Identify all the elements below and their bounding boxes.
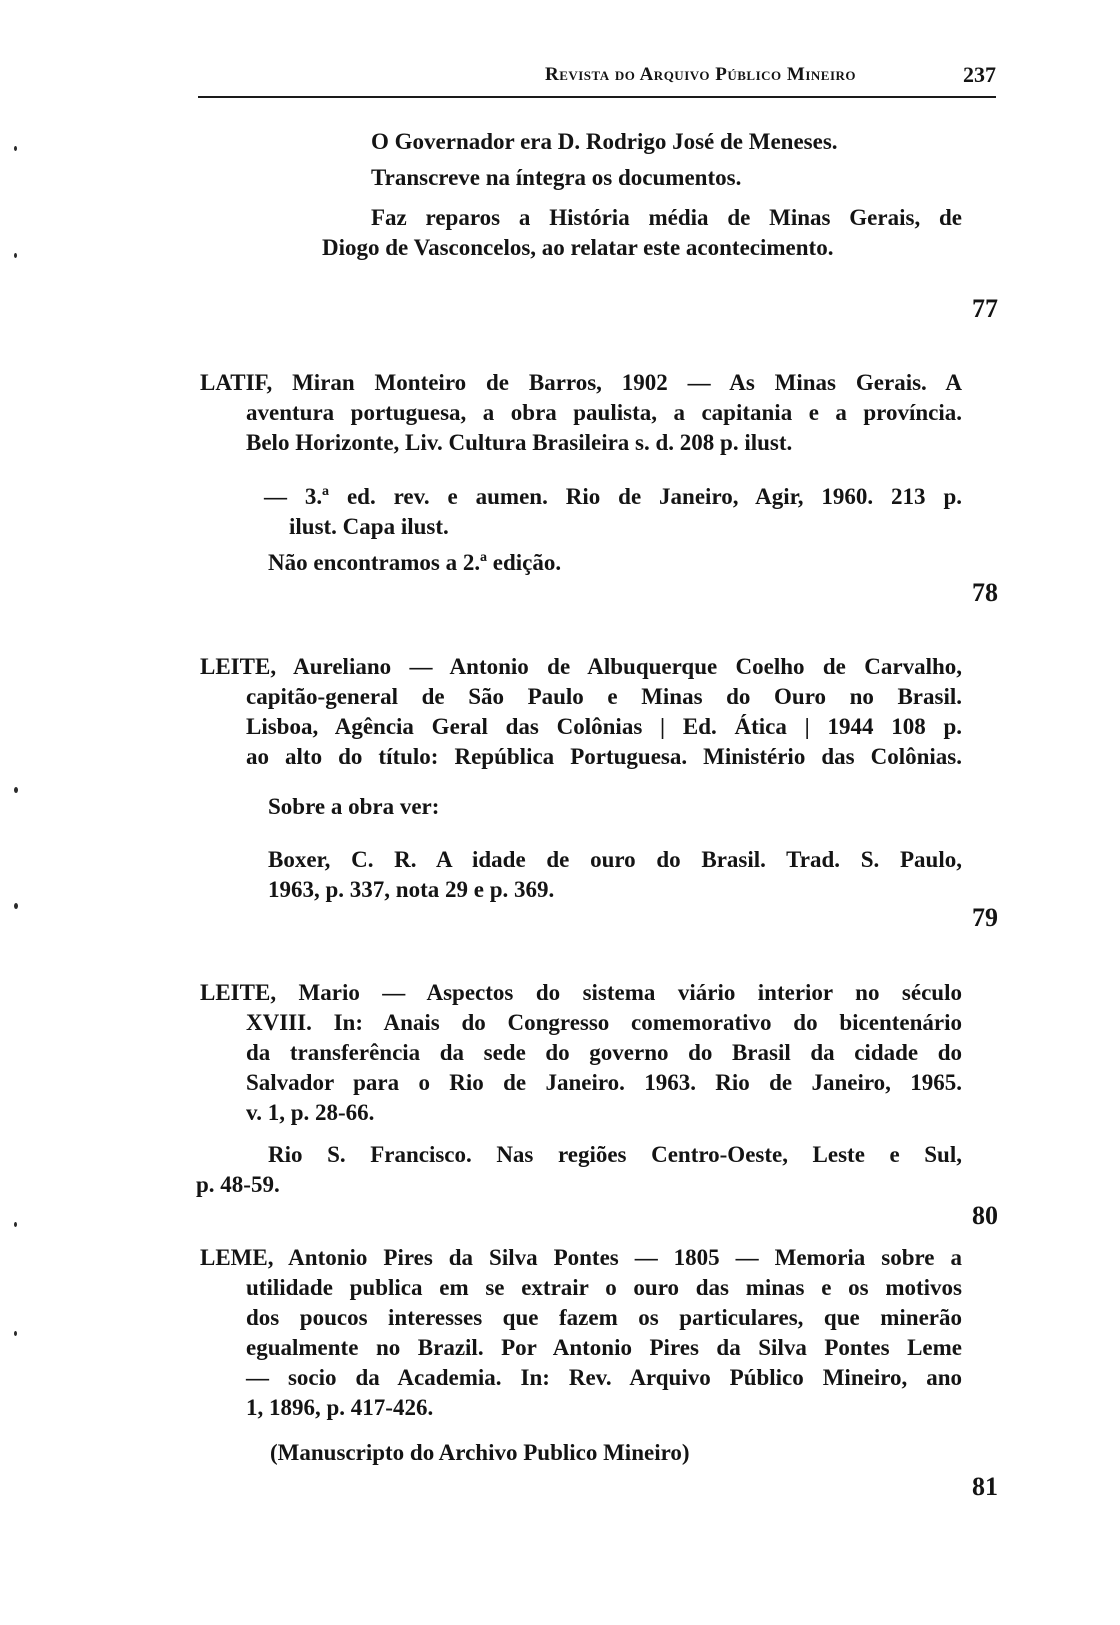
entry-78-line-6: Boxer, C. R. A idade de ouro do Brasil. Trad. S. Paulo, bbox=[268, 847, 962, 872]
entry-80-line-5: — socio da Academia. In: Rev. Arquivo Público Mineiro, ano bbox=[246, 1365, 962, 1390]
entry-76-line-4: Diogo de Vasconcelos, ao relatar este acontecimento. bbox=[322, 235, 834, 260]
entry-80-line-3: dos poucos interesses que fazem os particulares, que minerão bbox=[246, 1305, 962, 1330]
entry-80-line-4: egualmente no Brazil. Por Antonio Pires da Silva Pontes Leme bbox=[246, 1335, 962, 1360]
entry-78-line-7: 1963, p. 337, nota 29 e p. 369. bbox=[268, 877, 555, 902]
entry-number-78: 78 bbox=[972, 578, 998, 607]
entry-78-line-2: capitão-general de São Paulo e Minas do Ouro no Brasil. bbox=[246, 684, 962, 709]
journal-title: Revista do Arquivo Público Mineiro bbox=[544, 64, 856, 85]
page-number: 237 bbox=[963, 62, 996, 87]
running-header bbox=[198, 60, 996, 98]
entry-79-line-5: v. 1, p. 28-66. bbox=[246, 1100, 375, 1125]
entry-80-line-7: (Manuscripto do Archivo Publico Mineiro) bbox=[270, 1440, 690, 1465]
entry-79-line-4: Salvador para o Rio de Janeiro. 1963. Rio de Janeiro, 1965. bbox=[246, 1070, 962, 1095]
entry-number-77: 77 bbox=[972, 294, 998, 323]
entry-77-line-1: LATIF, Miran Monteiro de Barros, 1902 — As Minas Gerais. A bbox=[200, 370, 962, 395]
entry-77-line-6: Não encontramos a 2.ª edição. bbox=[268, 550, 562, 575]
entry-77-line-5: ilust. Capa ilust. bbox=[289, 514, 449, 539]
entry-78-line-3: Lisboa, Agência Geral das Colônias | Ed. Ática | 1944 108 p. bbox=[246, 714, 962, 739]
entry-77-line-4: — 3.ª ed. rev. e aumen. Rio de Janeiro, Agir, 1960. 213 p. bbox=[264, 484, 962, 509]
entry-77-line-2: aventura portuguesa, a obra paulista, a capitania e a província. bbox=[246, 400, 962, 425]
entry-79-line-3: da transferência da sede do governo do Brasil da cidade do bbox=[246, 1040, 962, 1065]
entry-76-line-1: O Governador era D. Rodrigo José de Meneses. bbox=[371, 129, 838, 154]
entry-79-line-2: XVIII. In: Anais do Congresso comemorativo do bicentenário bbox=[246, 1010, 962, 1035]
entry-number-79: 79 bbox=[972, 903, 998, 932]
entry-78-line-4: ao alto do título: República Portuguesa. Ministério das Colônias. bbox=[246, 744, 962, 769]
entry-79-line-7: p. 48-59. bbox=[196, 1172, 280, 1197]
entry-79-line-6: Rio S. Francisco. Nas regiões Centro-Oeste, Leste e Sul, bbox=[268, 1142, 962, 1167]
entry-80-line-1: LEME, Antonio Pires da Silva Pontes — 1805 — Memoria sobre a bbox=[200, 1245, 962, 1270]
entry-79-line-1: LEITE, Mario — Aspectos do sistema viário interior no século bbox=[200, 980, 962, 1005]
entry-number-81: 81 bbox=[972, 1472, 998, 1501]
entry-80-line-2: utilidade publica em se extrair o ouro das minas e os motivos bbox=[246, 1275, 962, 1300]
entry-78-line-1: LEITE, Aureliano — Antonio de Albuquerque Coelho de Carvalho, bbox=[200, 654, 962, 679]
entry-80-line-6: 1, 1896, p. 417-426. bbox=[246, 1395, 434, 1420]
entry-number-80: 80 bbox=[972, 1201, 998, 1230]
entry-76-line-2: Transcreve na íntegra os documentos. bbox=[371, 165, 742, 190]
entry-76-line-3: Faz reparos a História média de Minas Gerais, de bbox=[371, 205, 962, 230]
entry-77-line-3: Belo Horizonte, Liv. Cultura Brasileira s. d. 208 p. ilust. bbox=[246, 430, 793, 455]
entry-78-line-5: Sobre a obra ver: bbox=[268, 794, 440, 819]
